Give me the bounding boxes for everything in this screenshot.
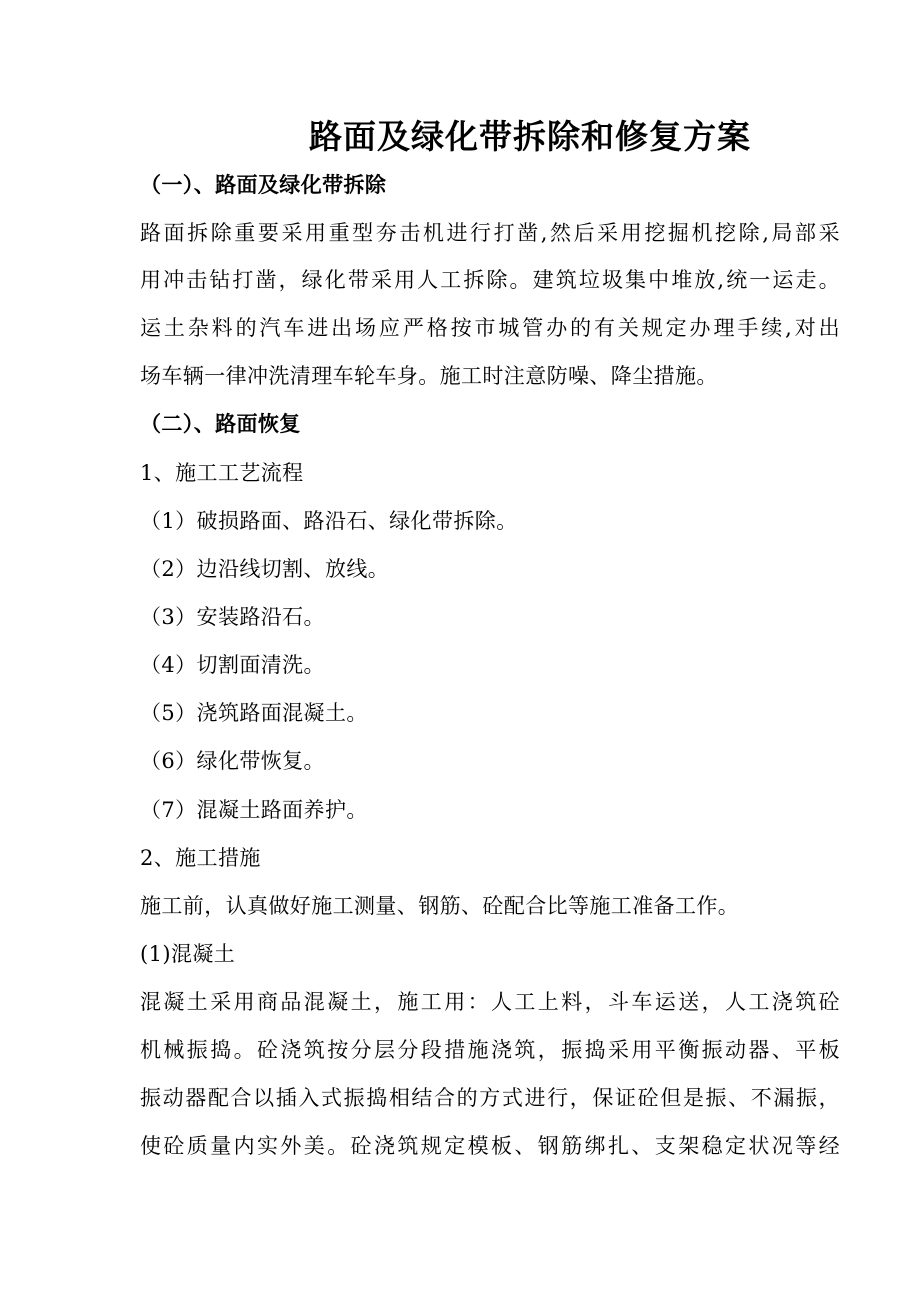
process-step: （2）边沿线切割、放线。 [140, 557, 390, 581]
document-title: 路面及绿化带拆除和修复方案 [309, 117, 751, 156]
process-step: （7）混凝土路面养护。 [140, 798, 368, 822]
paragraph-line: 用冲击钻打凿，绿化带采用人工拆除。建筑垃圾集中堆放,统一运走。 [140, 268, 840, 292]
concrete-heading: (1)混凝土 [140, 942, 236, 966]
paragraph-line: 机械振捣。砼浇筑按分层分段措施浇筑，振捣采用平衡振动器、平板 [140, 1038, 840, 1062]
paragraph-line: 使砼质量内实外美。砼浇筑规定模板、钢筋绑扎、支架稳定状况等经 [140, 1134, 840, 1158]
subsection-heading-process: 1、施工工艺流程 [140, 461, 304, 485]
subsection-heading-measures: 2、施工措施 [140, 846, 261, 870]
prep-paragraph: 施工前，认真做好施工测量、钢筋、砼配合比等施工准备工作。 [140, 894, 740, 918]
paragraph-line: 振动器配合以插入式振捣相结合的方式进行，保证砼但是振、不漏振， [140, 1086, 840, 1110]
process-step: （1）破损路面、路沿石、绿化带拆除。 [140, 509, 518, 533]
paragraph-line: 路面拆除重要采用重型夯击机进行打凿,然后采用挖掘机挖除,局部采 [140, 221, 840, 245]
section-heading-demolition: （一）、路面及绿化带拆除 [140, 172, 387, 197]
process-step: （3）安装路沿石。 [140, 605, 325, 629]
section-heading-restoration: （二）、路面恢复 [140, 411, 301, 436]
process-step: （5）浇筑路面混凝土。 [140, 701, 368, 725]
process-step: （4）切割面清洗。 [140, 653, 325, 677]
paragraph-line: 场车辆一律冲洗清理车轮车身。施工时注意防噪、降尘措施。 [140, 364, 718, 388]
paragraph-line: 混凝土采用商品混凝土，施工用：人工上料，斗车运送，人工浇筑砼 [140, 990, 840, 1014]
process-step: （6）绿化带恢复。 [140, 749, 325, 773]
paragraph-line: 运土杂料的汽车进出场应严格按市城管办的有关规定办理手续,对出 [140, 316, 840, 340]
